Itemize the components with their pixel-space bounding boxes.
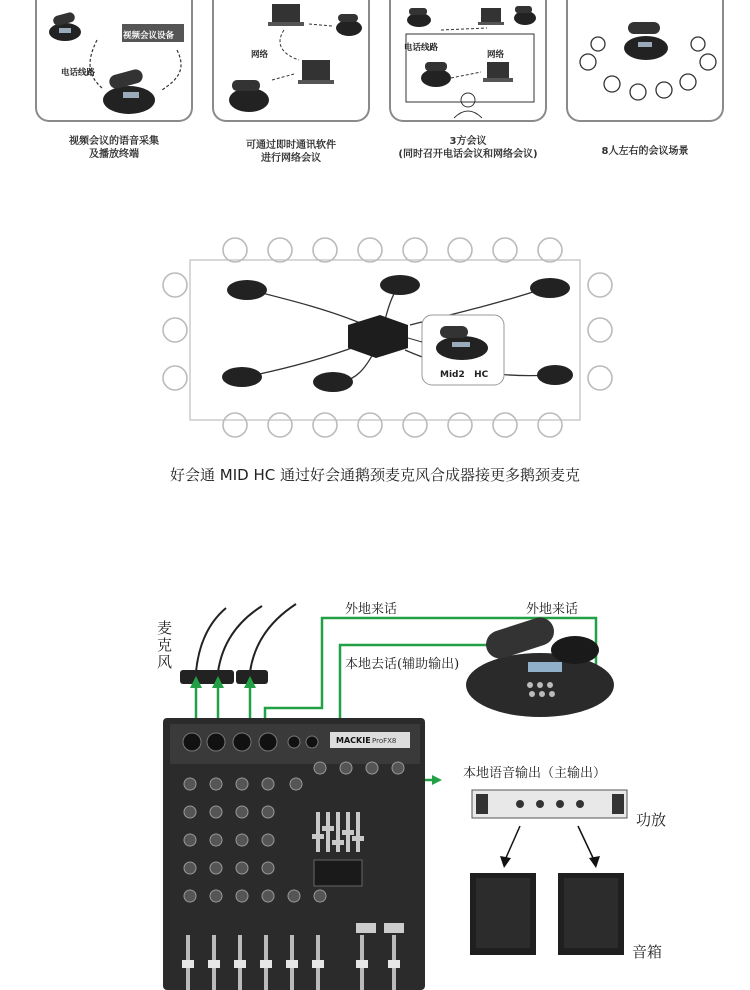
- caption-line: 及播放终端: [89, 149, 139, 160]
- label-speakers: 音箱: [632, 943, 663, 961]
- label-remote-call-left: 外地来话: [345, 602, 398, 617]
- laptop-icon: [298, 60, 334, 84]
- label-network: 网络: [487, 50, 505, 60]
- mixer-brand: MACKIE: [336, 736, 371, 745]
- person-icon: [454, 93, 482, 118]
- mixer-mon-label-plate: [356, 923, 376, 933]
- label-amplifier: 功放: [636, 811, 667, 829]
- conference-table-diagram: [150, 230, 620, 450]
- microphone-label: 麦克风: [155, 620, 173, 671]
- conference-phone-icon: [466, 614, 614, 717]
- label-phone-line: 电话线路: [404, 43, 439, 53]
- amplifier-icon: [472, 790, 627, 818]
- label-local-out: 本地去话(辅助输出): [345, 657, 460, 672]
- laptop-icon: [483, 62, 513, 82]
- three-way-illustration: [391, 0, 547, 120]
- caption-line: 视频会议的语音采集: [69, 136, 159, 147]
- speaker-left-icon: [470, 873, 536, 955]
- caption-line: 进行网络会议: [261, 153, 321, 164]
- label-remote-call-right: 外地来话: [526, 602, 579, 617]
- scenario-panel-eight-people: [566, 0, 724, 122]
- mixer-eq-sliders: [312, 812, 364, 852]
- arrow-head-icon: [589, 856, 600, 868]
- caption-eight-people: [566, 145, 724, 158]
- arrow-head-icon: [500, 856, 511, 868]
- caption-line: 可通过即时通讯软件: [246, 140, 336, 151]
- desk-phone-icon: [336, 14, 362, 36]
- label-network: 网络: [251, 50, 269, 60]
- mixer-model: ProFX8: [372, 737, 397, 745]
- mixer-fader-caps: [182, 960, 400, 968]
- desk-phone-icon: [407, 8, 431, 27]
- mixer-diagram: [0, 590, 750, 990]
- video-conference-illustration: [37, 0, 193, 120]
- caption-line: 8人左右的会议场景: [601, 146, 689, 157]
- desk-phone-icon: [421, 62, 451, 87]
- gooseneck-microphone-icons: [196, 604, 296, 672]
- desk-phone-icon: [229, 80, 269, 112]
- caption-video-conference: [35, 135, 193, 161]
- network-meeting-illustration: [214, 0, 370, 120]
- desk-phone-icon: [624, 22, 668, 60]
- desk-phone-icon: [514, 6, 536, 25]
- amplifier-to-speaker-arrows: [505, 826, 594, 860]
- caption-network-meeting: [212, 139, 370, 165]
- eight-people-illustration: [568, 0, 724, 120]
- scenario-panel-video-conference: [35, 0, 193, 122]
- mixer-main-label-plate: [384, 923, 404, 933]
- caption-three-way: [380, 135, 556, 161]
- label-phone-line: 电话线路: [61, 68, 96, 78]
- scenario-panel-three-way: [389, 0, 547, 122]
- laptop-icon: [478, 8, 504, 25]
- mixer-fx-panel: [314, 860, 362, 886]
- device-label: Mid2 HC: [440, 370, 489, 380]
- conference-illustration: [150, 230, 620, 450]
- caption-line: (同时召开电话会议和网络会议): [398, 149, 538, 160]
- speaker-right-icon: [558, 873, 624, 955]
- mixer-connection-illustration: [0, 590, 750, 990]
- desk-phone-icon: [49, 11, 81, 41]
- label-local-voice-out: 本地语音输出（主输出）: [463, 766, 607, 781]
- scenario-panel-network-meeting: [212, 0, 370, 122]
- label-video-device: 视频会议设备: [123, 31, 175, 41]
- caption-line: 3方会议: [449, 136, 487, 147]
- conference-caption: 好会通 MID HC 通过好会通鹅颈麦克风合成器接更多鹅颈麦克: [170, 466, 580, 484]
- desk-phone-large-icon: [103, 68, 155, 114]
- laptop-icon: [268, 4, 304, 26]
